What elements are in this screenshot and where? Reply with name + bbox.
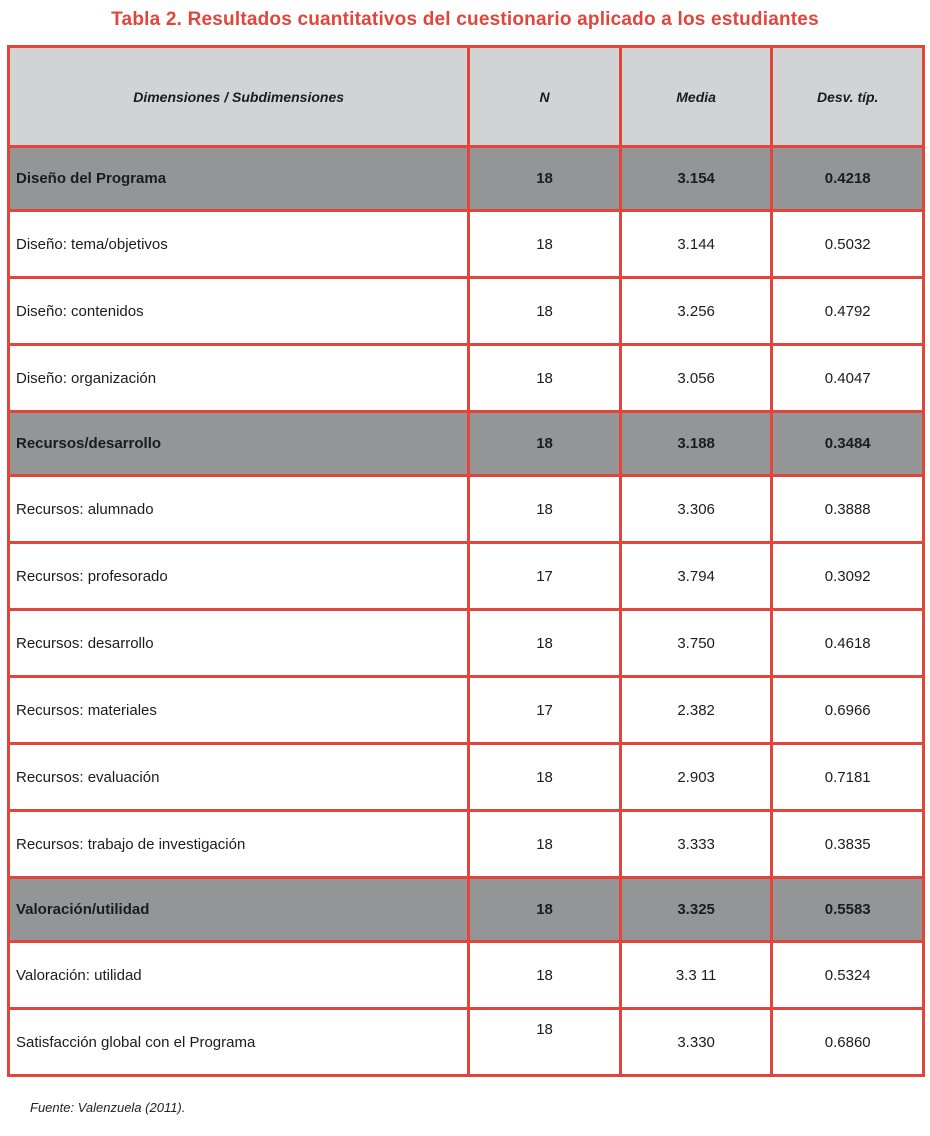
- n-cell: 18: [469, 211, 621, 278]
- media-cell: 3.306: [620, 476, 772, 543]
- desv-cell: 0.4618: [772, 610, 924, 677]
- media-cell: 3.3 11: [620, 942, 772, 1009]
- n-cell: 18: [469, 811, 621, 878]
- media-cell: 2.382: [620, 677, 772, 744]
- dimension-cell: Recursos: trabajo de investigación: [9, 811, 469, 878]
- page-title: Tabla 2. Resultados cuantitativos del cuestionario aplicado a los estudiantes: [111, 9, 819, 30]
- desv-cell: 0.3484: [772, 412, 924, 476]
- source-note: Fuente: Valenzuela (2011).: [30, 1100, 186, 1115]
- results-table-body: [9, 147, 924, 1076]
- n-cell: 18: [469, 147, 621, 211]
- dimension-cell: Diseño: contenidos: [9, 278, 469, 345]
- results-table: [7, 45, 925, 1077]
- n-cell: 18: [469, 476, 621, 543]
- column-header-dimensiones: Dimensiones / Subdimensiones: [9, 47, 469, 147]
- media-cell: 3.188: [620, 412, 772, 476]
- desv-cell: 0.5324: [772, 942, 924, 1009]
- desv-cell: 0.7181: [772, 744, 924, 811]
- column-header-n: N: [469, 47, 621, 147]
- media-cell: 2.903: [620, 744, 772, 811]
- n-cell: 18: [469, 744, 621, 811]
- desv-cell: 0.5583: [772, 878, 924, 942]
- media-cell: 3.256: [620, 278, 772, 345]
- n-cell: 18: [469, 412, 621, 476]
- dimension-cell: Recursos/desarrollo: [9, 412, 469, 476]
- table-row: [9, 211, 924, 278]
- table-row: [9, 345, 924, 412]
- media-cell: 3.794: [620, 543, 772, 610]
- media-cell: 3.056: [620, 345, 772, 412]
- dimension-cell: Recursos: profesorado: [9, 543, 469, 610]
- n-cell: 18: [469, 610, 621, 677]
- n-cell: 18: [469, 278, 621, 345]
- dimension-cell: Diseño: tema/objetivos: [9, 211, 469, 278]
- desv-cell: 0.4792: [772, 278, 924, 345]
- table-row: [9, 744, 924, 811]
- table-row: [9, 677, 924, 744]
- media-cell: 3.144: [620, 211, 772, 278]
- n-cell: 18: [469, 345, 621, 412]
- dimension-cell: Diseño: organización: [9, 345, 469, 412]
- media-cell: 3.154: [620, 147, 772, 211]
- dimension-cell: Diseño del Programa: [9, 147, 469, 211]
- table-row: [9, 610, 924, 677]
- section-row: [9, 147, 924, 211]
- section-row: [9, 412, 924, 476]
- media-cell: 3.333: [620, 811, 772, 878]
- desv-cell: 0.4047: [772, 345, 924, 412]
- table-row: [9, 476, 924, 543]
- desv-cell: 0.6860: [772, 1009, 924, 1076]
- media-cell: 3.325: [620, 878, 772, 942]
- column-header-desv: Desv. típ.: [772, 47, 924, 147]
- n-cell: 17: [469, 677, 621, 744]
- desv-cell: 0.3835: [772, 811, 924, 878]
- table-row: [9, 278, 924, 345]
- desv-cell: 0.3888: [772, 476, 924, 543]
- media-cell: 3.750: [620, 610, 772, 677]
- results-table-header: [9, 47, 924, 147]
- header-row: [9, 47, 924, 147]
- media-cell: 3.330: [620, 1009, 772, 1076]
- dimension-cell: Valoración: utilidad: [9, 942, 469, 1009]
- table-row: [9, 543, 924, 610]
- table-row: [9, 942, 924, 1009]
- table-row: [9, 1009, 924, 1076]
- n-cell: 18: [469, 878, 621, 942]
- dimension-cell: Recursos: alumnado: [9, 476, 469, 543]
- dimension-cell: Recursos: desarrollo: [9, 610, 469, 677]
- section-row: [9, 878, 924, 942]
- dimension-cell: Valoración/utilidad: [9, 878, 469, 942]
- desv-cell: 0.4218: [772, 147, 924, 211]
- n-cell: 17: [469, 543, 621, 610]
- dimension-cell: Satisfacción global con el Programa: [9, 1009, 469, 1076]
- desv-cell: 0.5032: [772, 211, 924, 278]
- desv-cell: 0.6966: [772, 677, 924, 744]
- dimension-cell: Recursos: materiales: [9, 677, 469, 744]
- desv-cell: 0.3092: [772, 543, 924, 610]
- table-row: [9, 811, 924, 878]
- column-header-media: Media: [620, 47, 772, 147]
- dimension-cell: Recursos: evaluación: [9, 744, 469, 811]
- n-cell: 18: [469, 1009, 621, 1076]
- n-cell: 18: [469, 942, 621, 1009]
